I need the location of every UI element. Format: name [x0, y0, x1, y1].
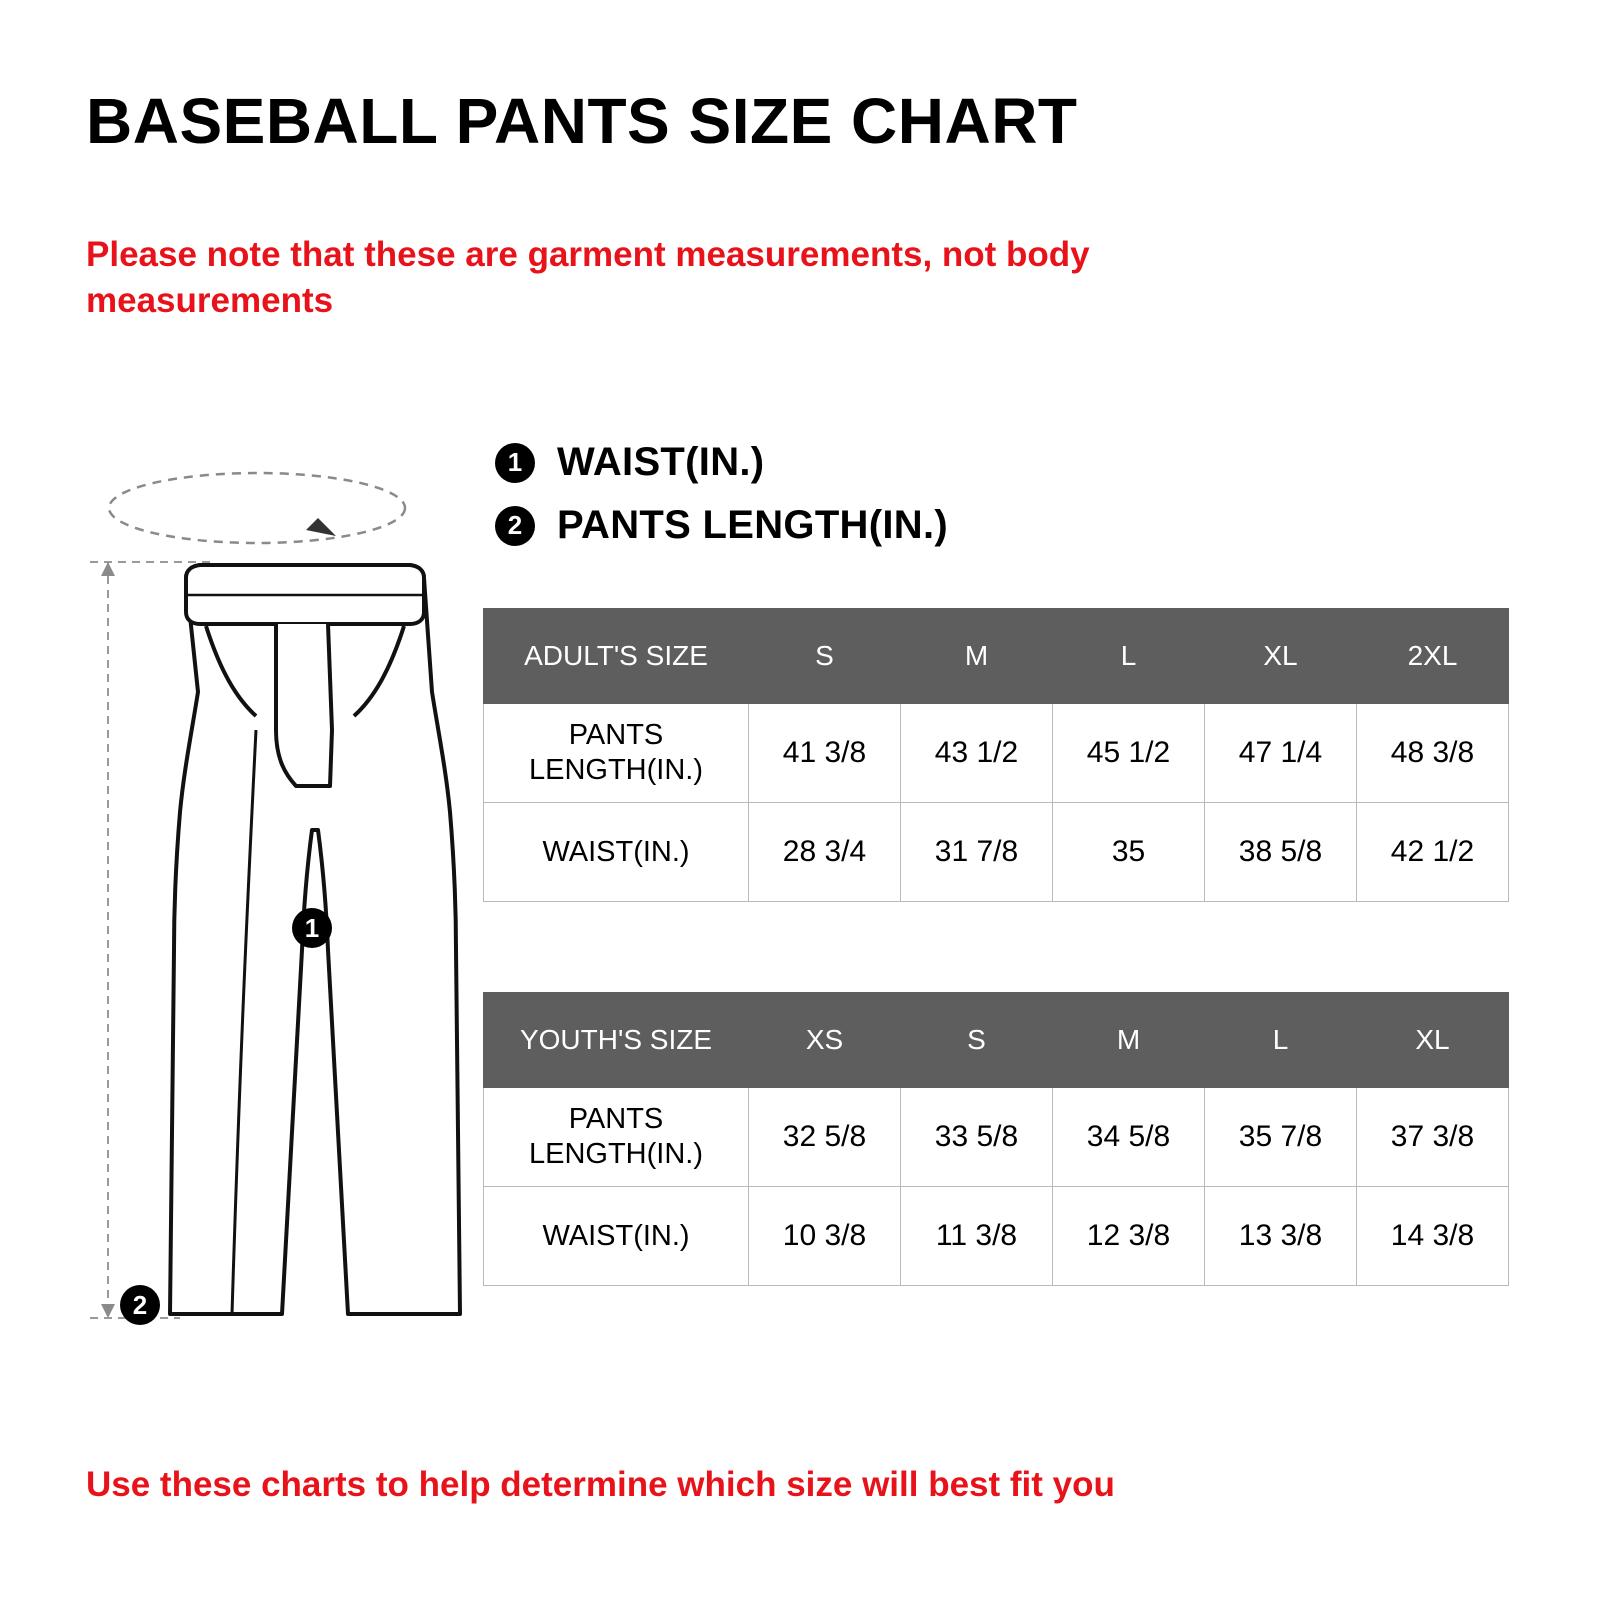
- adult-pants-length-m: 43 1/2: [901, 704, 1053, 803]
- youth-col-s: S: [901, 993, 1053, 1088]
- youth-col-m: M: [1053, 993, 1205, 1088]
- youth-size-table-wrap: [483, 992, 1509, 1286]
- legend-item-pants-length: [495, 503, 1195, 548]
- adult-col-2xl: 2XL: [1357, 609, 1509, 704]
- adult-waist-m: 31 7/8: [901, 803, 1053, 902]
- adult-row-label-waist: WAIST(IN.): [484, 803, 749, 902]
- youth-col-xl: XL: [1357, 993, 1509, 1088]
- youth-col-xs: XS: [749, 993, 901, 1088]
- adult-row-label-pants-length: PANTS LENGTH(IN.): [484, 704, 749, 803]
- adult-waist-l: 35: [1053, 803, 1205, 902]
- diagram-marker-length-icon: 2: [120, 1285, 160, 1325]
- legend-label-waist: WAIST(IN.): [557, 440, 765, 484]
- pants-diagram: [60, 430, 480, 1350]
- youth-row-label-waist: WAIST(IN.): [484, 1187, 749, 1286]
- youth-waist-s: 11 3/8: [901, 1187, 1053, 1286]
- table-row: [484, 1187, 1509, 1286]
- youth-col-l: L: [1205, 993, 1357, 1088]
- adult-pants-length-2xl: 48 3/8: [1357, 704, 1509, 803]
- youth-waist-l: 13 3/8: [1205, 1187, 1357, 1286]
- pants-illustration-svg: [60, 430, 480, 1350]
- adult-waist-s: 28 3/4: [749, 803, 901, 902]
- youth-corner-label: YOUTH'S SIZE: [484, 993, 749, 1088]
- youth-pants-length-m: 34 5/8: [1053, 1088, 1205, 1187]
- adult-col-l: L: [1053, 609, 1205, 704]
- footer-help-note: Use these charts to help determine which size will best fit you: [86, 1465, 1115, 1504]
- youth-pants-length-l: 35 7/8: [1205, 1088, 1357, 1187]
- adult-col-xl: XL: [1205, 609, 1357, 704]
- page-title: BASEBALL PANTS SIZE CHART: [86, 85, 1078, 157]
- adult-size-table: [483, 608, 1509, 902]
- youth-waist-xs: 10 3/8: [749, 1187, 901, 1286]
- adult-size-table-wrap: [483, 608, 1509, 902]
- legend-item-waist: [495, 440, 1195, 485]
- measurement-legend: [495, 440, 1195, 566]
- table-row: [484, 704, 1509, 803]
- adult-col-s: S: [749, 609, 901, 704]
- youth-size-table: [483, 992, 1509, 1286]
- youth-pants-length-xl: 37 3/8: [1357, 1088, 1509, 1187]
- legend-label-pants-length: PANTS LENGTH(IN.): [557, 503, 948, 547]
- adult-waist-2xl: 42 1/2: [1357, 803, 1509, 902]
- garment-measurement-note: Please note that these are garment measurements, not body measurements: [86, 235, 1090, 321]
- adult-waist-xl: 38 5/8: [1205, 803, 1357, 902]
- table-header-row: [484, 609, 1509, 704]
- adult-pants-length-s: 41 3/8: [749, 704, 901, 803]
- adult-col-m: M: [901, 609, 1053, 704]
- youth-waist-xl: 14 3/8: [1357, 1187, 1509, 1286]
- youth-pants-length-s: 33 5/8: [901, 1088, 1053, 1187]
- table-row: [484, 1088, 1509, 1187]
- table-header-row: [484, 993, 1509, 1088]
- youth-waist-m: 12 3/8: [1053, 1187, 1205, 1286]
- adult-pants-length-l: 45 1/2: [1053, 704, 1205, 803]
- adult-pants-length-xl: 47 1/4: [1205, 704, 1357, 803]
- youth-row-label-pants-length: PANTS LENGTH(IN.): [484, 1088, 749, 1187]
- number-badge-2-icon: 2: [495, 506, 535, 546]
- youth-pants-length-xs: 32 5/8: [749, 1088, 901, 1187]
- diagram-marker-waist-icon: 1: [292, 908, 332, 948]
- number-badge-1-icon: 1: [495, 443, 535, 483]
- adult-corner-label: ADULT'S SIZE: [484, 609, 749, 704]
- table-row: [484, 803, 1509, 902]
